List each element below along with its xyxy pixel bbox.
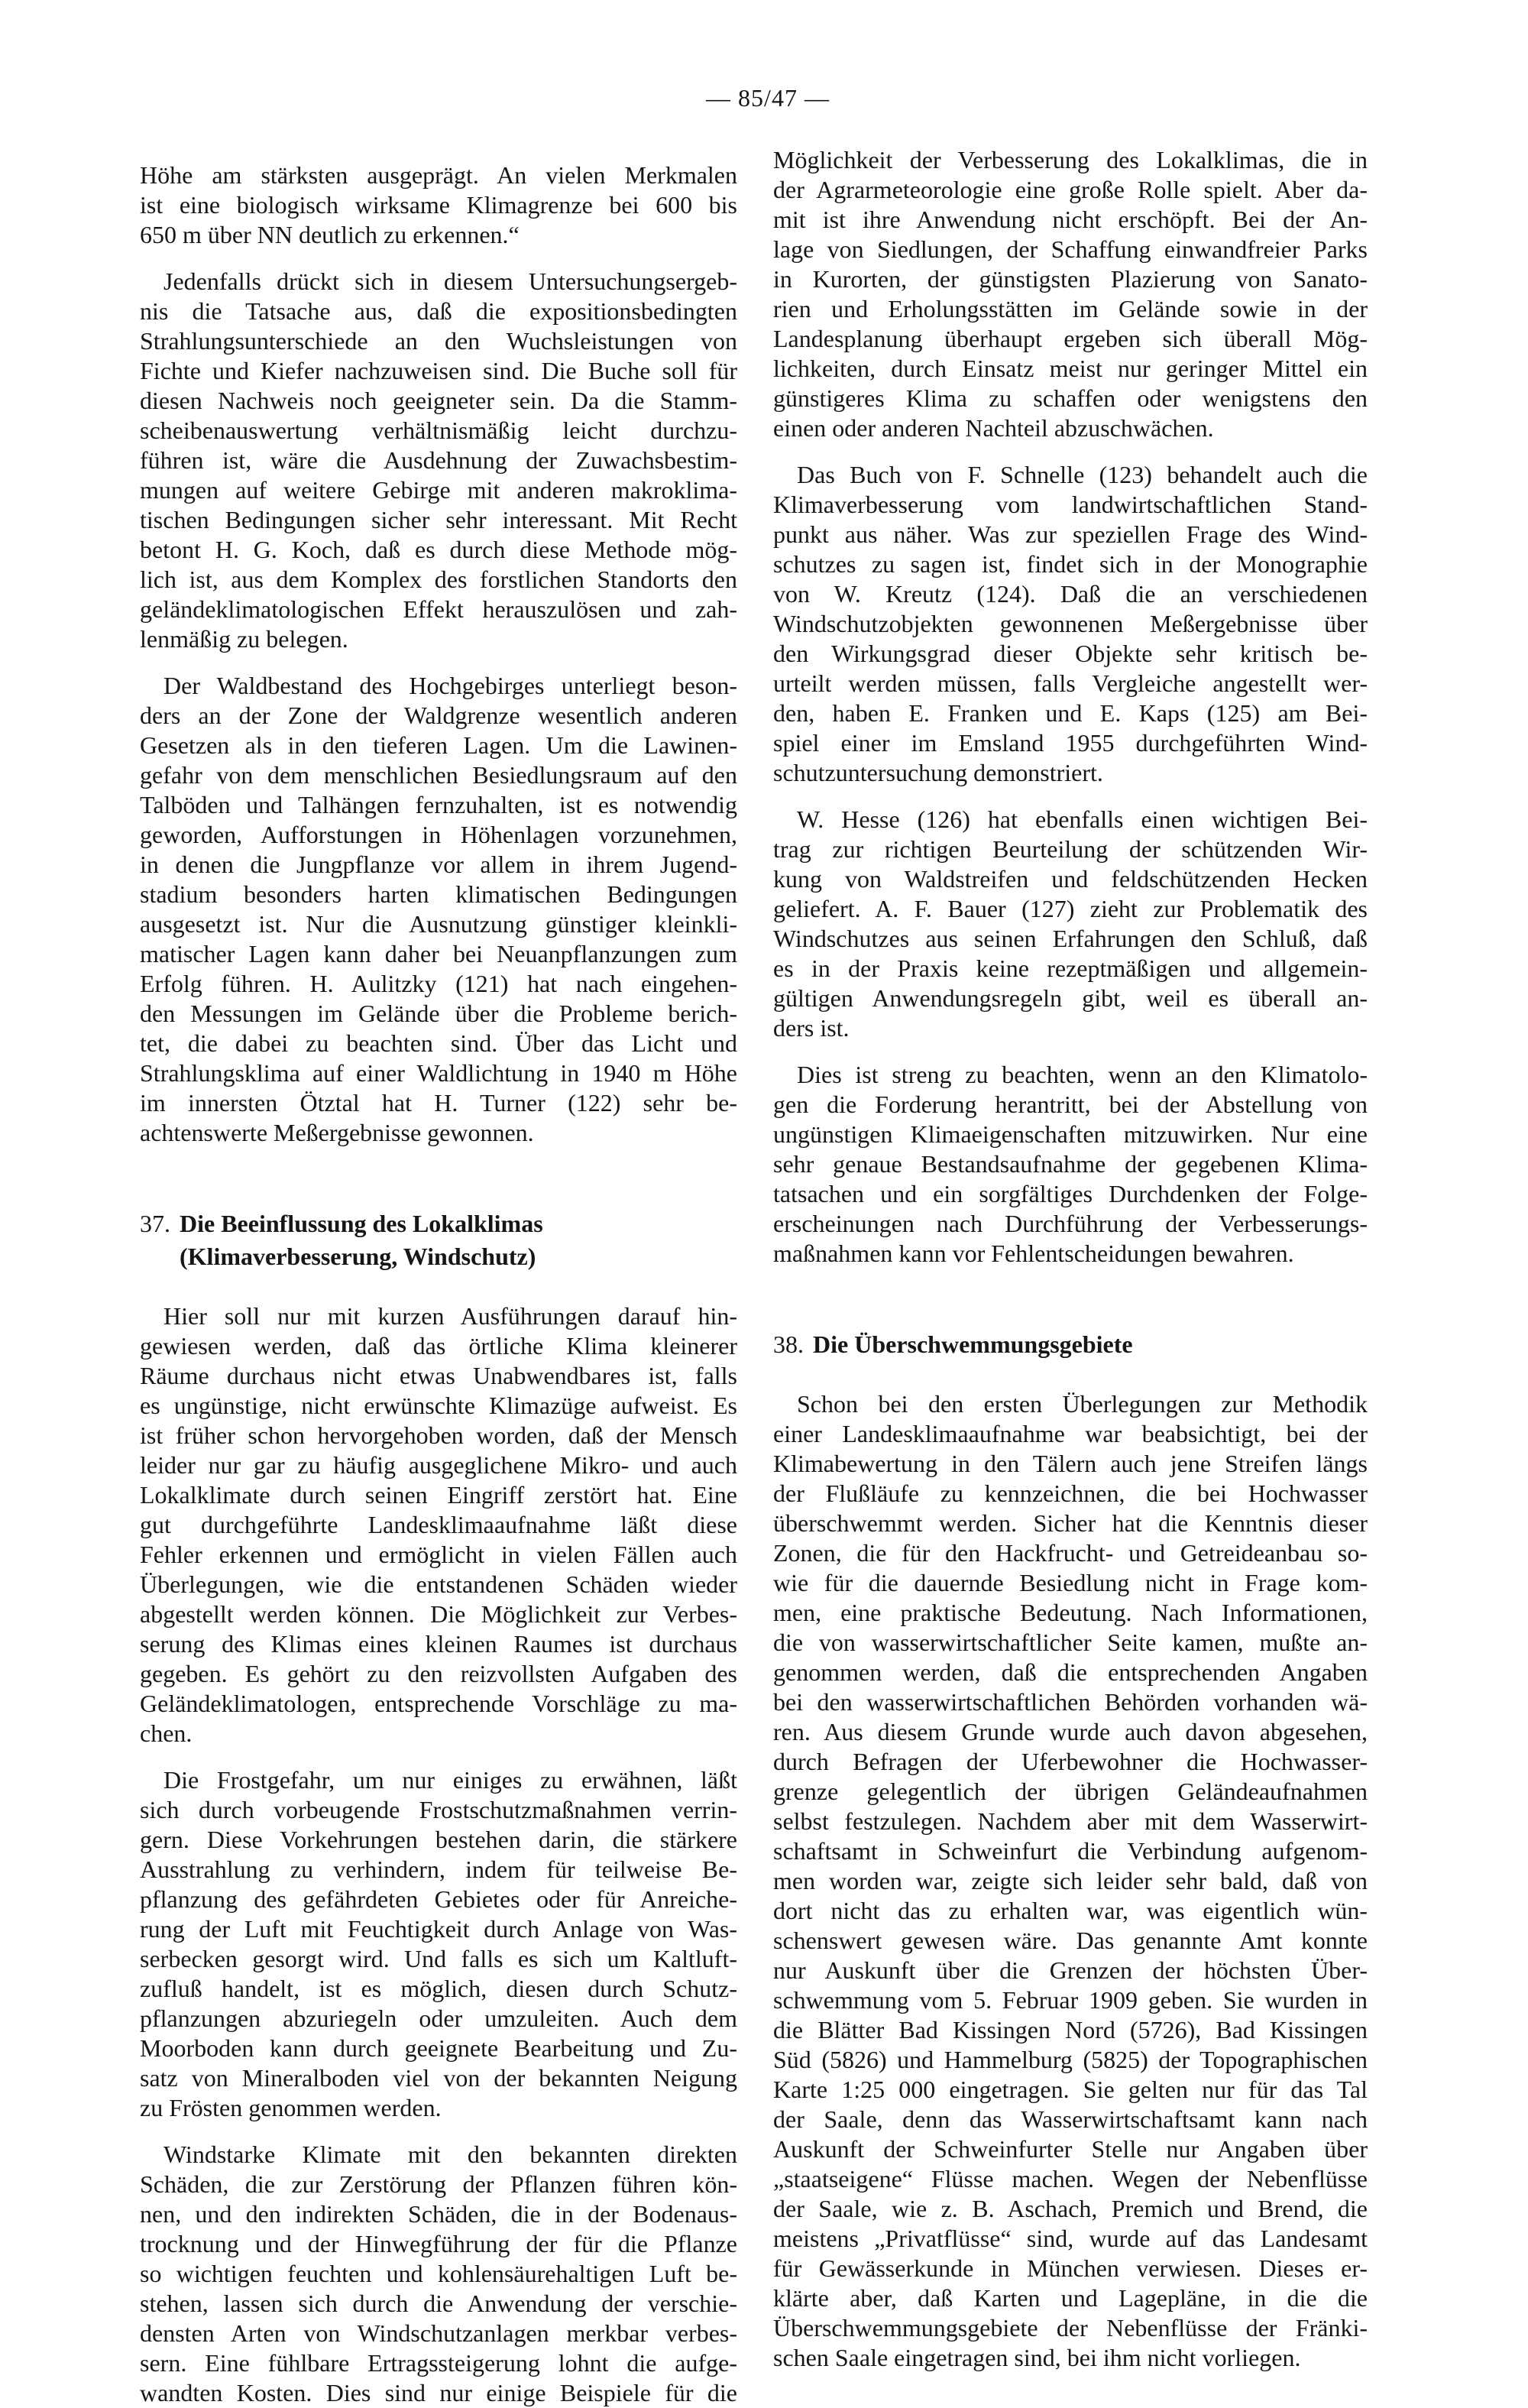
text-line: klärte aber, daß Karten und Lagepläne, in die die	[773, 2284, 1368, 2312]
paragraph	[140, 671, 737, 1148]
text-line: der Flußläufe zu kennzeichnen, die bei Hochwasser	[773, 1479, 1368, 1507]
text-line: men worden war, zeigte sich leider sehr bald, daß von	[773, 1867, 1368, 1894]
section-number: 38.	[773, 1330, 804, 1358]
text-line: lich ist, aus dem Komplex des forstlichen Standorts den	[140, 566, 737, 593]
text-line: schutzes zu sagen ist, findet sich in der Monographie	[773, 550, 1368, 578]
paragraph	[773, 805, 1368, 1043]
text-line: die von wasserwirtschaftlicher Seite kamen, mußte an-	[773, 1629, 1368, 1656]
text-line: stadium besonders harten klimatischen Bedingungen	[140, 880, 737, 908]
paragraph	[773, 460, 1368, 788]
text-line: gen die Forderung herantritt, bei der Abstellung von	[773, 1091, 1368, 1118]
text-line: „staatseigene“ Flüsse machen. Wegen der Nebenflüsse	[773, 2165, 1368, 2192]
text-line: die Blätter Bad Kissingen Nord (5726), Bad Kissingen	[773, 2016, 1368, 2043]
text-line: Dies ist streng zu beachten, wenn an den Klimatolo-	[797, 1061, 1368, 1088]
text-line: trag zur richtigen Beurteilung der schützenden Wir-	[773, 835, 1368, 863]
text-line: Möglichkeit der Verbesserung des Lokalklimas, die in	[773, 146, 1368, 173]
text-line: mit ist ihre Anwendung nicht erschöpft. Bei der An-	[773, 206, 1368, 233]
paragraph	[773, 1389, 1368, 2373]
text-line: ungünstigen Klimaeigenschaften mitzuwirken. Nur eine	[773, 1120, 1368, 1148]
paragraph	[140, 1301, 737, 1748]
text-line: Der Waldbestand des Hochgebirges unterliegt beson-	[163, 672, 737, 699]
paragraph	[140, 1765, 737, 2123]
text-line: trocknung und der Hinwegführung der für die Pflanze	[140, 2230, 737, 2257]
text-line: ren. Aus diesem Grunde wurde auch davon abgesehen,	[773, 1718, 1368, 1745]
text-line: Jedenfalls drückt sich in diesem Untersuchungsergeb-	[163, 267, 737, 295]
paragraph	[140, 2140, 737, 2408]
text-line: spiel einer im Emsland 1955 durchgeführten Wind-	[773, 729, 1368, 757]
text-line: stehen, lassen sich durch die Anwendung der verschie-	[140, 2290, 737, 2317]
section-heading	[140, 1207, 737, 1273]
text-line: men, eine praktische Bedeutung. Nach Informationen,	[773, 1599, 1368, 1626]
text-line: so wichtigen feuchten und kohlensäurehaltigen Luft be-	[140, 2260, 737, 2287]
section-number: 37.	[140, 1210, 170, 1237]
text-line: zufluß handelt, ist es möglich, diesen durch Schutz-	[140, 1975, 737, 2002]
text-line: Geländeklimatologen, entsprechende Vorschläge zu ma-	[140, 1690, 737, 1717]
text-line: Strahlungsklima auf einer Waldlichtung in 1940 m Höhe	[140, 1059, 737, 1087]
left-column	[140, 160, 737, 2408]
paragraph	[140, 160, 737, 250]
text-line: Klimabewertung in den Tälern auch jene Streifen längs	[773, 1450, 1368, 1477]
text-line: Schäden, die zur Zerstörung der Pflanzen führen kön-	[140, 2170, 737, 2198]
text-line: serbecken gesorgt wird. Und falls es sich um Kaltluft-	[140, 1945, 737, 1972]
text-line: den, haben E. Franken und E. Kaps (125) am Bei-	[773, 699, 1368, 727]
paragraph	[140, 267, 737, 654]
text-line: rung der Luft mit Feuchtigkeit durch Anlage von Was-	[140, 1915, 737, 1943]
text-line: den Messungen im Gelände über die Probleme berich-	[140, 1000, 737, 1027]
text-line: tatsachen und ein sorgfältiges Durchdenken der Folge-	[773, 1180, 1368, 1207]
text-line: Fichte und Kiefer nachzuweisen sind. Die Buche soll für	[140, 357, 737, 384]
text-line: maßnahmen kann vor Fehlentscheidungen bewahren.	[773, 1240, 1294, 1267]
text-line: Räume durchaus nicht etwas Unabwendbares ist, falls	[140, 1362, 737, 1389]
text-line: satz von Mineralboden viel von der bekannten Neigung	[140, 2064, 737, 2092]
text-line: ist eine biologisch wirksame Klimagrenze bei 600 bis	[140, 191, 737, 219]
text-line: betont H. G. Koch, daß es durch diese Methode mög-	[140, 536, 737, 563]
text-line: mungen auf weitere Gebirge mit anderen makroklima-	[140, 476, 737, 504]
right-column	[773, 145, 1368, 2373]
text-line: chen.	[140, 1719, 193, 1747]
text-line: nur Auskunft über die Grenzen der höchsten Über-	[773, 1956, 1368, 1984]
text-line: für Gewässerkunde in München verwiesen. Dieses er-	[773, 2254, 1368, 2282]
section-heading-line: Die Überschwemmungsgebiete	[813, 1330, 1133, 1358]
text-line: W. Hesse (126) hat ebenfalls einen wichtigen Bei-	[797, 805, 1368, 833]
text-line: selbst festzulegen. Nachdem aber mit dem Wasserwirt-	[773, 1807, 1368, 1835]
text-line: sern. Eine fühlbare Ertragssteigerung lohnt die aufge-	[140, 2349, 737, 2377]
text-line: von W. Kreutz (124). Daß die an verschiedenen	[773, 580, 1368, 608]
text-line: grenze gelegentlich der übrigen Geländeaufnahmen	[773, 1778, 1368, 1805]
text-line: Karte 1:25 000 eingetragen. Sie gelten nur für das Tal	[773, 2076, 1368, 2103]
text-line: Moorboden kann durch geeignete Bearbeitung und Zu-	[140, 2034, 737, 2062]
text-line: punkt aus näher. Was zur speziellen Frage des Wind-	[773, 520, 1368, 548]
text-line: Höhe am stärksten ausgeprägt. An vielen Merkmalen	[140, 161, 737, 189]
section-heading	[773, 1328, 1368, 1361]
text-line: gefahr von dem menschlichen Besiedlungsraum auf den	[140, 761, 737, 789]
text-line: Die Frostgefahr, um nur einiges zu erwähnen, läßt	[163, 1766, 737, 1794]
text-line: Talböden und Talhängen fernzuhalten, ist es notwendig	[140, 791, 737, 818]
text-line: schutzuntersuchung demonstriert.	[773, 759, 1103, 786]
text-line: lichkeiten, durch Einsatz meist nur geringer Mittel ein	[773, 355, 1368, 382]
text-line: dort nicht das zu erhalten war, was eigentlich wün-	[773, 1897, 1368, 1924]
text-line: ausgesetzt ist. Nur die Ausnutzung günstiger kleinkli-	[140, 910, 737, 938]
text-line: gut durchgeführte Landesklimaaufnahme läßt diese	[140, 1511, 737, 1538]
text-line: genommen werden, daß die entsprechenden Angaben	[773, 1658, 1368, 1686]
text-line: meistens „Privatflüsse“ sind, wurde auf das Landesamt	[773, 2225, 1368, 2252]
text-line: matischer Lagen kann daher bei Neuanpflanzungen zum	[140, 940, 737, 967]
text-line: führen ist, wäre die Ausdehnung der Zuwachsbestim-	[140, 446, 737, 474]
text-line: achtenswerte Meßergebnisse gewonnen.	[140, 1119, 534, 1146]
text-line: nis die Tatsache aus, daß die expositionsbedingten	[140, 297, 737, 325]
text-line: scheibenauswertung verhältnismäßig leicht durchzu-	[140, 416, 737, 444]
text-line: lage von Siedlungen, der Schaffung einwandfreier Parks	[773, 235, 1368, 263]
text-line: Auskunft der Schweinfurter Stelle nur Angaben über	[773, 2135, 1368, 2163]
text-line: ders ist.	[773, 1014, 850, 1042]
text-line: Windstarke Klimate mit den bekannten direkten	[163, 2141, 737, 2168]
text-line: Landesplanung überhaupt ergeben sich überall Mög-	[773, 325, 1368, 352]
text-line: ist früher schon hervorgehoben worden, daß der Mensch	[140, 1421, 737, 1449]
text-line: Erfolg führen. H. Aulitzky (121) hat nach eingehen-	[140, 970, 737, 997]
text-line: sehr genaue Bestandsaufnahme der gegebenen Klima-	[773, 1150, 1368, 1178]
text-line: der Agrarmeteorologie eine große Rolle spielt. Aber da-	[773, 176, 1368, 203]
text-line: Fehler erkennen und ermöglicht in vielen Fällen auch	[140, 1541, 737, 1568]
text-line: Zonen, die für den Hackfrucht- und Getreideanbau so-	[773, 1539, 1368, 1567]
text-line: bei den wasserwirtschaftlichen Behörden vorhanden wä-	[773, 1688, 1368, 1716]
text-line: es in der Praxis keine rezeptmäßigen und allgemein-	[773, 954, 1368, 982]
text-line: tet, die dabei zu beachten sind. Über das Licht und	[140, 1029, 737, 1057]
paragraph	[773, 145, 1368, 443]
text-line: wie für die dauernde Besiedlung nicht in Frage kom-	[773, 1569, 1368, 1596]
text-line: Strahlungsunterschiede an den Wuchsleistungen von	[140, 327, 737, 355]
text-line: einen oder anderen Nachteil abzuschwächen.	[773, 414, 1214, 442]
text-line: durch Befragen der Uferbewohner die Hochwasser-	[773, 1748, 1368, 1775]
text-line: geländeklimatologischen Effekt herauszulösen und zah-	[140, 595, 737, 623]
text-line: Das Buch von F. Schnelle (123) behandelt auch die	[797, 461, 1368, 488]
page-number: — 85/47 —	[706, 84, 830, 112]
text-line: in Kurorten, der günstigsten Plazierung von Sanato-	[773, 265, 1368, 293]
text-line: in denen die Jungpflanze vor allem in ihrem Jugend-	[140, 851, 737, 878]
text-line: schwemmung vom 5. Februar 1909 geben. Sie wurden in	[773, 1986, 1368, 2014]
text-line: gegeben. Es gehört zu den reizvollsten Aufgaben des	[140, 1660, 737, 1687]
text-line: Schon bei den ersten Überlegungen zur Methodik	[797, 1390, 1368, 1418]
text-line: Überlegungen, wie die entstandenen Schäden wieder	[140, 1570, 737, 1598]
text-line: erscheinungen nach Durchführung der Verbesserungs-	[773, 1210, 1368, 1237]
text-line: der Saale, wie z. B. Aschach, Premich und Brend, die	[773, 2195, 1368, 2222]
text-line: geworden, Aufforstungen in Höhenlagen vorzunehmen,	[140, 821, 737, 848]
text-line: den Wirkungsgrad dieser Objekte sehr kritisch be-	[773, 640, 1368, 667]
section-heading-line: Die Beeinflussung des Lokalklimas	[180, 1210, 543, 1237]
text-line: Hier soll nur mit kurzen Ausführungen darauf hin-	[163, 1302, 737, 1330]
text-line: günstigeres Klima zu schaffen oder wenigstens den	[773, 384, 1368, 412]
text-line: sich durch vorbeugende Frostschutzmaßnahmen verrin-	[140, 1796, 737, 1823]
text-line: rien und Erholungsstätten im Gelände sowie in der	[773, 295, 1368, 322]
text-line: schenswert gewesen wäre. Das genannte Amt konnte	[773, 1927, 1368, 1954]
text-line: ders an der Zone der Waldgrenze wesentlich anderen	[140, 702, 737, 729]
text-line: tischen Bedingungen sicher sehr interessant. Mit Recht	[140, 506, 737, 533]
text-line: schen Saale eingetragen sind, bei ihm nicht vorliegen.	[773, 2344, 1301, 2371]
text-line: Lokalklimate durch seinen Eingriff zerstört hat. Eine	[140, 1481, 737, 1509]
text-line: Windschutzobjekten gewonnenen Meßergebnisse über	[773, 610, 1368, 637]
text-line: serung des Klimas eines kleinen Raumes ist durchaus	[140, 1630, 737, 1658]
text-line: diesen Nachweis noch geeigneter sein. Da die Stamm-	[140, 387, 737, 414]
text-line: es ungünstige, nicht erwünschte Klimazüge aufweist. Es	[140, 1392, 737, 1419]
text-line: im innersten Ötztal hat H. Turner (122) sehr be-	[140, 1089, 737, 1116]
text-line: Klimaverbesserung vom landwirtschaftlichen Stand-	[773, 491, 1368, 518]
text-line: gültigen Anwendungsregeln gibt, weil es überall an-	[773, 984, 1368, 1012]
text-line: wandten Kosten. Dies sind nur einige Beispiele für die	[140, 2379, 737, 2406]
text-line: nen, und den indirekten Schäden, die in der Bodenaus-	[140, 2200, 737, 2228]
text-line: pflanzungen abzuriegeln oder umzuleiten. Auch dem	[140, 2005, 737, 2032]
text-line: Windschutzes aus seinen Erfahrungen den Schluß, daß	[773, 925, 1368, 952]
text-line: Gesetzen als in den tieferen Lagen. Um die Lawinen-	[140, 731, 737, 759]
text-line: lenmäßig zu belegen.	[140, 625, 348, 653]
text-line: pflanzung des gefährdeten Gebietes oder für Anreiche-	[140, 1885, 737, 1913]
text-line: gewiesen werden, daß das örtliche Klima kleinerer	[140, 1332, 737, 1360]
text-line: überschwemmt werden. Sicher hat die Kenntnis dieser	[773, 1509, 1368, 1537]
paragraph	[773, 1060, 1368, 1269]
text-line: Überschwemmungsgebiete der Nebenflüsse der Fränki-	[773, 2314, 1368, 2342]
text-line: zu Frösten genommen werden.	[140, 2094, 442, 2121]
text-line: schaftsamt in Schweinfurt die Verbindung aufgenom-	[773, 1837, 1368, 1865]
text-line: gern. Diese Vorkehrungen bestehen darin, die stärkere	[140, 1826, 737, 1853]
text-line: Ausstrahlung zu verhindern, indem für teilweise Be-	[140, 1855, 737, 1883]
text-line: einer Landesklimaaufnahme war beabsichtigt, bei der	[773, 1420, 1368, 1447]
text-line: kung von Waldstreifen und feldschützenden Hecken	[773, 865, 1368, 893]
text-line: geliefert. A. F. Bauer (127) zieht zur Problematik des	[773, 895, 1368, 922]
text-line: urteilt werden müssen, falls Vergleiche angestellt wer-	[773, 669, 1368, 697]
text-line: abgestellt werden können. Die Möglichkeit zur Verbes-	[140, 1600, 737, 1628]
text-line: Süd (5826) und Hammelburg (5825) der Topographischen	[773, 2046, 1368, 2073]
text-line: densten Arten von Windschutzanlagen merkbar verbes-	[140, 2319, 737, 2347]
text-line: der Saale, denn das Wasserwirtschaftsamt kann nach	[773, 2105, 1368, 2133]
text-line: 650 m über NN deutlich zu erkennen.“	[140, 221, 520, 248]
section-heading-line: (Klimaverbesserung, Windschutz)	[180, 1243, 536, 1270]
text-line: leider nur gar zu häufig ausgeglichene Mikro- und auch	[140, 1451, 737, 1479]
